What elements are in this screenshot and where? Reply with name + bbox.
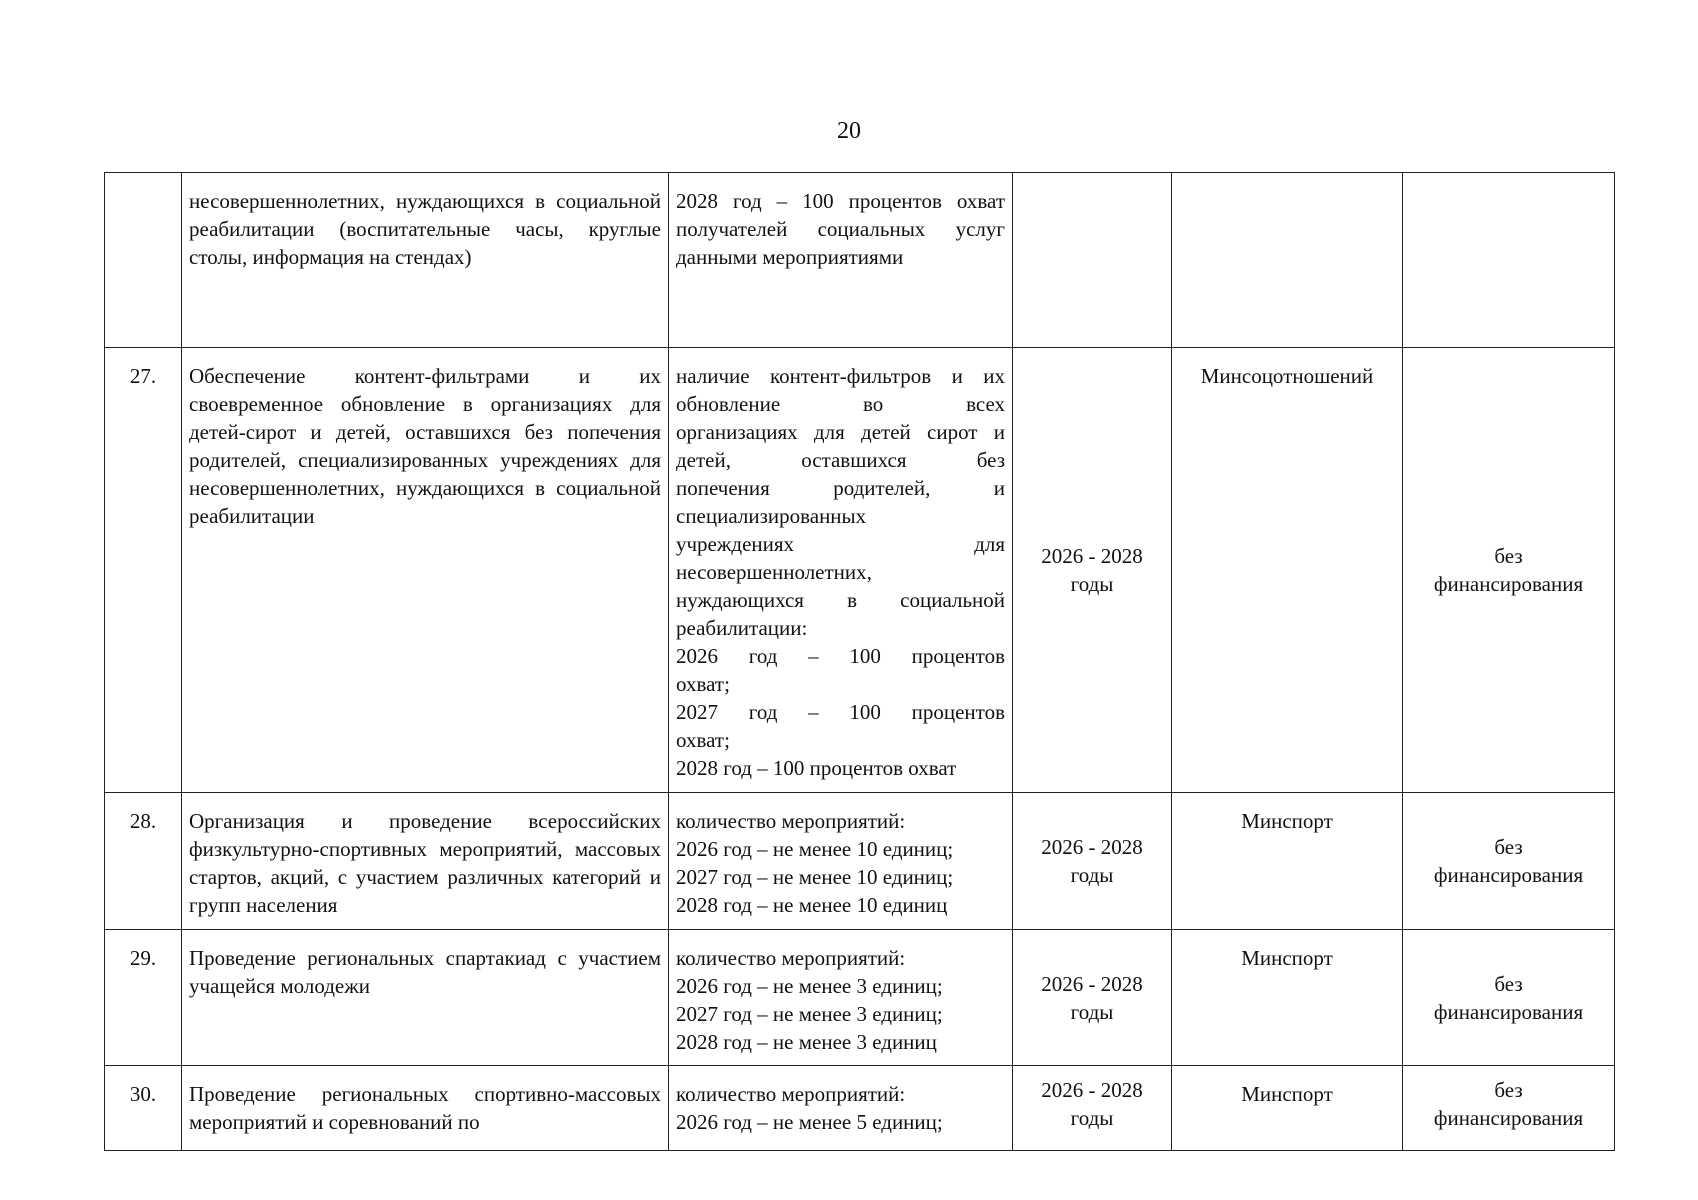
table-row (105, 1066, 1615, 1151)
indicator-line: количество мероприятий: (676, 946, 906, 970)
indicator-line: обновление во всех (676, 392, 1005, 416)
executor-cell: Минспорт (1172, 930, 1403, 1066)
table-row (105, 348, 1615, 793)
plan-table (104, 172, 1615, 1151)
indicator-line: данными мероприятиями (676, 245, 904, 269)
period-cell: 2026 - 2028 годы (1013, 348, 1172, 793)
period-cell (1013, 173, 1172, 348)
indicator-cell (669, 793, 1013, 930)
indicator-line: 2028 год – не менее 3 единиц (676, 1030, 937, 1054)
indicator-line: количество мероприятий: (676, 809, 906, 833)
indicator-line: получателей социальных услуг (676, 217, 1005, 241)
indicator-line: учреждениях для (676, 532, 1005, 556)
table-row (105, 930, 1615, 1066)
financing-cell (1403, 173, 1615, 348)
indicator-line: 2027 год – 100 процентов (676, 700, 1005, 724)
indicator-line: несовершеннолетних, (676, 560, 872, 584)
indicator-line: охват; (676, 672, 730, 696)
indicator-line: 2028 год – 100 процентов охват (676, 756, 957, 780)
indicator-line: организациях для детей сирот и (676, 420, 1005, 444)
indicator-cell (669, 348, 1013, 793)
row-number: 29. (105, 930, 182, 1066)
page-number: 20 (837, 118, 861, 144)
indicator-cell (669, 173, 1013, 348)
executor-cell: Минспорт (1172, 1066, 1403, 1151)
period-cell: 2026 - 2028 годы (1013, 1066, 1172, 1151)
indicator-line: попечения родителей, и (676, 476, 1005, 500)
financing-cell: без финансирования (1403, 793, 1615, 930)
table-row (105, 173, 1615, 348)
event-cell: Организация и проведение всероссийских физкультурно-спортивных мероприятий, массовых стартов, акций, с участием различных категорий и групп населения (182, 793, 669, 930)
indicator-line: детей, оставшихся без (676, 448, 1005, 472)
indicator-line: 2027 год – не менее 10 единиц; (676, 865, 954, 889)
indicator-cell (669, 1066, 1013, 1151)
indicator-line: 2028 год – 100 процентов охват (676, 189, 1005, 213)
indicator-line: нуждающихся в социальной (676, 588, 1005, 612)
executor-cell: Минспорт (1172, 793, 1403, 930)
executor-cell (1172, 173, 1403, 348)
table-row (105, 793, 1615, 930)
indicator-line: реабилитации: (676, 616, 808, 640)
indicator-line: специализированных (676, 504, 867, 528)
event-cell: несовершеннолетних, нуждающихся в социальной реабилитации (воспитательные часы, круглые столы, информация на стендах) (182, 173, 669, 348)
event-cell: Проведение региональных спортивно-массовых мероприятий и соревнований по (182, 1066, 669, 1151)
row-number (105, 173, 182, 348)
indicator-line: 2026 год – не менее 10 единиц; (676, 837, 954, 861)
financing-cell: без финансирования (1403, 1066, 1615, 1151)
event-cell: Обеспечение контент-фильтрами и их своевременное обновление в организациях для детей-сирот и детей, оставшихся без попечения родителей, специализированных учреждениях для несовершеннолетних, нуждающихся в социальной реабилитации (182, 348, 669, 793)
period-cell: 2026 - 2028 годы (1013, 930, 1172, 1066)
row-number: 27. (105, 348, 182, 793)
indicator-line: 2027 год – не менее 3 единиц; (676, 1002, 943, 1026)
row-number: 30. (105, 1066, 182, 1151)
period-cell: 2026 - 2028 годы (1013, 793, 1172, 930)
row-number: 28. (105, 793, 182, 930)
indicator-line: 2026 год – 100 процентов (676, 644, 1005, 668)
indicator-cell (669, 930, 1013, 1066)
indicator-line: 2028 год – не менее 10 единиц (676, 893, 948, 917)
event-cell: Проведение региональных спартакиад с участием учащейся молодежи (182, 930, 669, 1066)
indicator-line: наличие контент-фильтров и их (676, 364, 1005, 388)
indicator-line: 2026 год – не менее 3 единиц; (676, 974, 943, 998)
financing-cell: без финансирования (1403, 348, 1615, 793)
indicator-line: охват; (676, 728, 730, 752)
executor-cell: Минсоцотношений (1172, 348, 1403, 793)
financing-cell: без финансирования (1403, 930, 1615, 1066)
indicator-line: 2026 год – не менее 5 единиц; (676, 1110, 943, 1134)
indicator-line: количество мероприятий: (676, 1082, 906, 1106)
